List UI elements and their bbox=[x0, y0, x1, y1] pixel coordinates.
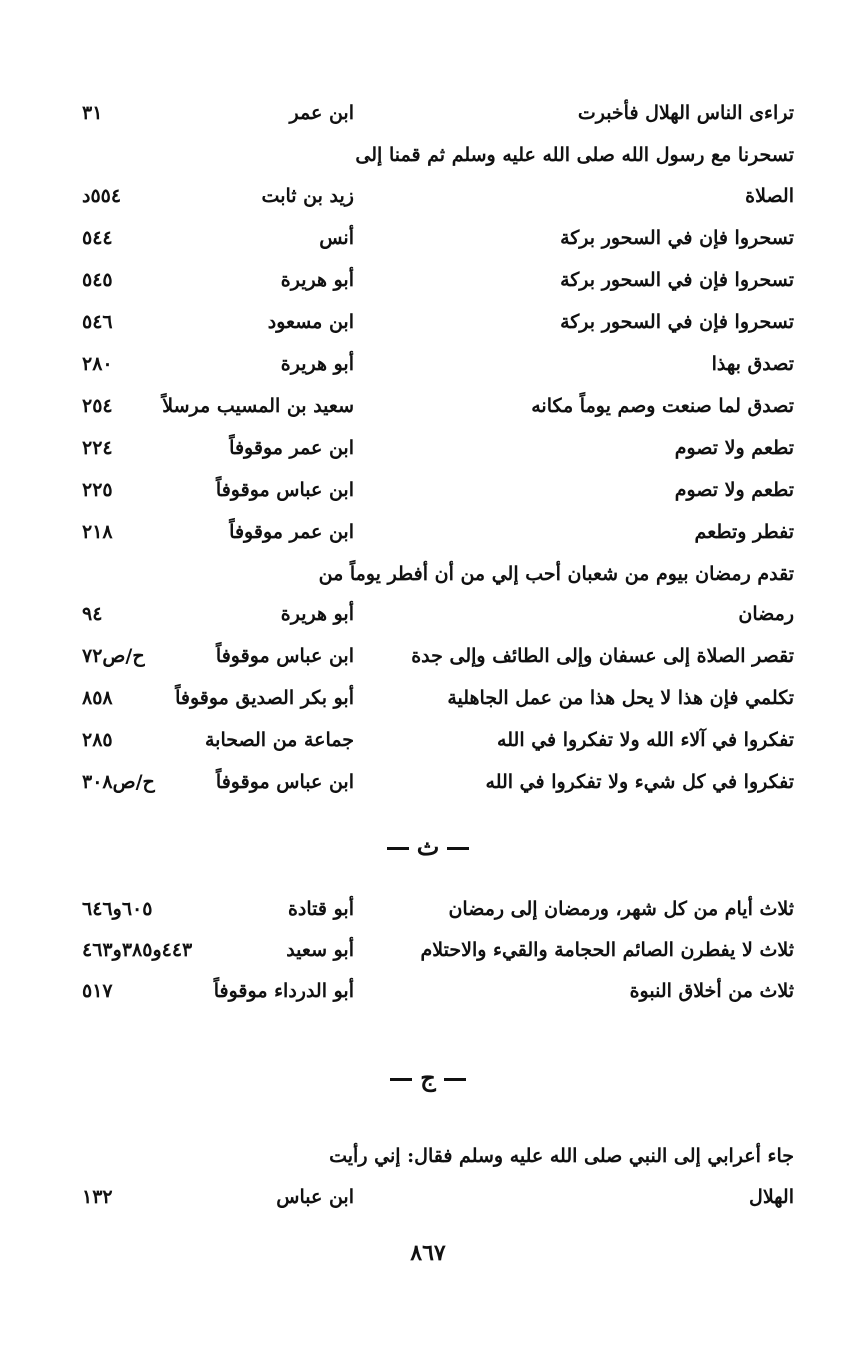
narrator: أبو هريرة bbox=[280, 269, 354, 291]
page-reference: ٢١٨ bbox=[82, 521, 113, 543]
narrator: أبو قتادة bbox=[287, 898, 354, 920]
hadith-text: تصدق لما صنعت وصم يوماً مكانه bbox=[531, 395, 794, 417]
index-entry bbox=[0, 769, 856, 803]
page-reference: ٨٥٨ bbox=[82, 687, 113, 709]
page-reference: ٦٠٥و٦٤٦ bbox=[82, 898, 153, 920]
heading-dash bbox=[447, 847, 469, 850]
index-entry bbox=[0, 727, 856, 761]
hadith-text: تصدق بهذا bbox=[711, 353, 794, 375]
hadith-text: تسحروا فإن في السحور بركة bbox=[560, 269, 794, 291]
narrator: جماعة من الصحابة bbox=[205, 729, 354, 751]
hadith-text: تسحرنا مع رسول الله صلى الله عليه وسلم ثم قمنا إلى bbox=[355, 144, 794, 166]
hadith-text: تقصر الصلاة إلى عسفان وإلى الطائف وإلى جدة bbox=[411, 645, 794, 667]
index-entry bbox=[0, 1143, 856, 1177]
narrator: أبو هريرة bbox=[280, 603, 354, 625]
narrator: ابن عمر bbox=[289, 102, 354, 124]
hadith-text: ثلاث أيام من كل شهر، ورمضان إلى رمضان bbox=[448, 898, 794, 920]
hadith-text: تفكروا في كل شيء ولا تفكروا في الله bbox=[485, 771, 794, 793]
narrator: سعيد بن المسيب مرسلاً bbox=[162, 395, 354, 417]
hadith-text: تطعم ولا تصوم bbox=[674, 437, 794, 459]
narrator: ابن عباس موقوفاً bbox=[215, 479, 354, 501]
index-entry bbox=[0, 309, 856, 343]
heading-dash bbox=[390, 1078, 412, 1081]
hadith-text: جاء أعرابي إلى النبي صلى الله عليه وسلم فقال: إني رأيت bbox=[329, 1145, 794, 1167]
narrator: أبو سعيد bbox=[286, 939, 354, 961]
index-entry bbox=[0, 1184, 856, 1218]
index-entry bbox=[0, 225, 856, 259]
index-entry bbox=[0, 685, 856, 719]
page-number: ٨٦٧ bbox=[410, 1240, 446, 1266]
narrator: زيد بن ثابت bbox=[261, 185, 354, 207]
hadith-text: الصلاة bbox=[745, 185, 794, 207]
narrator: ابن عباس موقوفاً bbox=[215, 645, 354, 667]
narrator: ابن مسعود bbox=[267, 311, 354, 333]
index-entry bbox=[0, 477, 856, 511]
hadith-text: تطعم ولا تصوم bbox=[674, 479, 794, 501]
hadith-text: تقدم رمضان بيوم من شعبان أحب إلي من أن أفطر يوماً من bbox=[318, 563, 794, 585]
index-entry bbox=[0, 561, 856, 595]
page-reference: ح/ص٧٢ bbox=[82, 645, 145, 667]
hadith-text: تسحروا فإن في السحور بركة bbox=[560, 311, 794, 333]
narrator: ابن عمر موقوفاً bbox=[229, 437, 354, 459]
narrator: أنس bbox=[319, 227, 354, 249]
narrator: أبو الدرداء موقوفاً bbox=[213, 980, 354, 1002]
section-heading-j bbox=[0, 1063, 856, 1092]
hadith-text: رمضان bbox=[738, 603, 794, 625]
page-reference: ٩٤ bbox=[82, 603, 103, 625]
hadith-text: ثلاث لا يفطرن الصائم الحجامة والقيء والاحتلام bbox=[420, 939, 794, 961]
heading-dash bbox=[444, 1078, 466, 1081]
index-entry bbox=[0, 937, 856, 971]
page-reference: ٥١٧ bbox=[82, 980, 113, 1002]
index-entry bbox=[0, 351, 856, 385]
page-reference: ١٣٢ bbox=[82, 1186, 113, 1208]
index-entry bbox=[0, 142, 856, 176]
page-reference: ٥٤٥ bbox=[82, 269, 113, 291]
hadith-text: ثلاث من أخلاق النبوة bbox=[629, 980, 794, 1002]
section-letter: ج bbox=[420, 1063, 436, 1092]
hadith-text: تراءى الناس الهلال فأخبرت bbox=[577, 102, 794, 124]
page-reference: ٥٤٦ bbox=[82, 311, 113, 333]
heading-dash bbox=[387, 847, 409, 850]
page-reference: ح/ص٣٠٨ bbox=[82, 771, 155, 793]
index-entry bbox=[0, 100, 856, 134]
index-entry bbox=[0, 519, 856, 553]
index-entry bbox=[0, 601, 856, 635]
narrator: ابن عمر موقوفاً bbox=[229, 521, 354, 543]
section-heading-th bbox=[0, 832, 856, 861]
page-reference: ٢٢٥ bbox=[82, 479, 113, 501]
page-reference: ٥٤٤ bbox=[82, 227, 113, 249]
page-reference: ٥٥٤د bbox=[82, 185, 122, 207]
hadith-text: تفطر وتطعم bbox=[694, 521, 794, 543]
page-reference: ٢٨٥ bbox=[82, 729, 113, 751]
page-reference: ٤٤٣و٣٨٥و٤٦٣ bbox=[82, 939, 193, 961]
index-entry bbox=[0, 643, 856, 677]
index-entry bbox=[0, 267, 856, 301]
section-letter: ث bbox=[416, 832, 440, 861]
narrator: أبو هريرة bbox=[280, 353, 354, 375]
index-entry bbox=[0, 896, 856, 930]
hadith-text: تفكروا في آلاء الله ولا تفكروا في الله bbox=[497, 729, 794, 751]
page-reference: ٣١ bbox=[82, 102, 103, 124]
hadith-text: تكلمي فإن هذا لا يحل هذا من عمل الجاهلية bbox=[447, 687, 794, 709]
index-entry bbox=[0, 978, 856, 1012]
page-reference: ٢٨٠ bbox=[82, 353, 113, 375]
hadith-text: الهلال bbox=[749, 1186, 794, 1208]
index-entry bbox=[0, 435, 856, 469]
page-reference: ٢٥٤ bbox=[82, 395, 113, 417]
narrator: أبو بكر الصديق موقوفاً bbox=[175, 687, 354, 709]
index-entry bbox=[0, 183, 856, 217]
hadith-text: تسحروا فإن في السحور بركة bbox=[560, 227, 794, 249]
narrator: ابن عباس موقوفاً bbox=[215, 771, 354, 793]
page-reference: ٢٢٤ bbox=[82, 437, 113, 459]
narrator: ابن عباس bbox=[276, 1186, 354, 1208]
index-entry bbox=[0, 393, 856, 427]
